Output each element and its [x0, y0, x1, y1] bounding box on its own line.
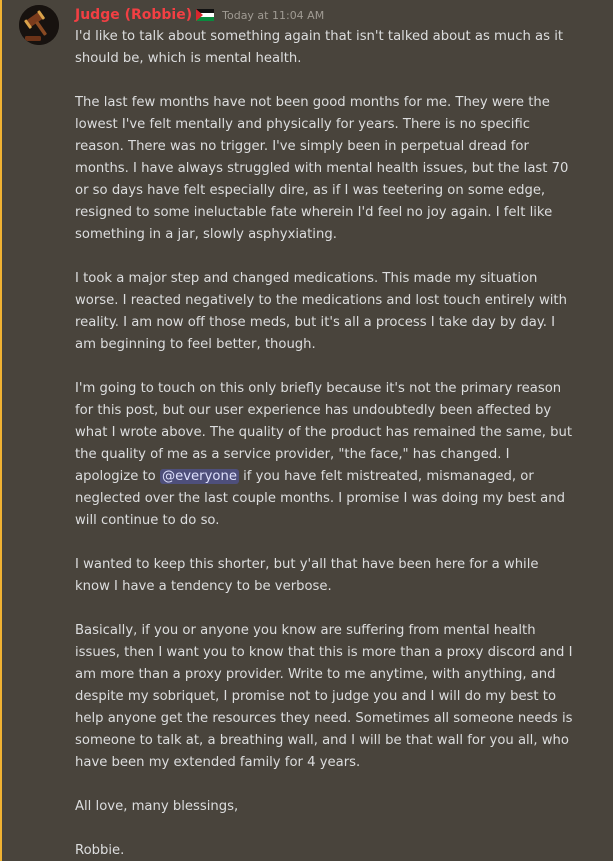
author-name[interactable]: Judge (Robbie) — [75, 7, 193, 23]
paragraph-text: I'm going to touch on this only briefly because it's not the primary reason for this post, but our user experience has undoubtedly been affected by what I wrote above. The quality of the product has remained the same, but the quality of me as a service provider, "the face," has changed. I apologize to — [75, 381, 573, 484]
message-paragraph: Basically, if you or anyone you know are suffering from mental health issues, then I want you to know that this is more than a proxy discord and I am more than a proxy provider. Write to me anytime, with anything, and despite my sobriquet, I promise not to judge you and I will do my best to help anyone get the resources they need. Sometimes all someone needs is someone to talk at, a breathing wall, and I will be that wall for you all, who have been my extended family for 4 years. — [75, 623, 573, 770]
paragraph-text: if you have felt mistreated, mismanaged, or neglected over the last couple months. I promise I was doing my best and will continue to do so. — [75, 469, 565, 528]
message-signature: Robbie. — [75, 843, 125, 858]
message-paragraph: The last few months have not been good months for me. They were the lowest I've felt mentally and physically for years. There is no specific reason. There was no trigger. I've simply been in perpetual dread for months. I have always struggled with mental health issues, but the last 70 or so days have felt especially dire, as if I was teetering on some edge, resigned to some ineluctable fate wherein I'd feel no joy again. I felt like something in a jar, slowly asphyxiating. — [75, 95, 569, 242]
message-header — [75, 5, 324, 25]
message-paragraph: All love, many blessings, — [75, 799, 239, 814]
message-content — [75, 26, 575, 861]
everyone-mention[interactable]: @everyone — [161, 469, 237, 484]
message-paragraph: I'd like to talk about something again that isn't talked about as much as it should be, which is mental health. — [75, 29, 564, 66]
gavel-icon — [19, 5, 59, 45]
message-timestamp[interactable]: Today at 11:04 AM — [222, 8, 325, 22]
avatar[interactable] — [19, 5, 59, 45]
palestine-flag-icon — [196, 9, 214, 21]
message-paragraph: I took a major step and changed medications. This made my situation worse. I reacted negatively to the medications and lost touch entirely with reality. I am now off those meds, but it's all a process I take day by day. I am beginning to feel better, though. — [75, 271, 567, 352]
message-paragraph: I wanted to keep this shorter, but y'all that have been here for a while know I have a tendency to be verbose. — [75, 557, 539, 594]
message-paragraph — [75, 378, 575, 532]
